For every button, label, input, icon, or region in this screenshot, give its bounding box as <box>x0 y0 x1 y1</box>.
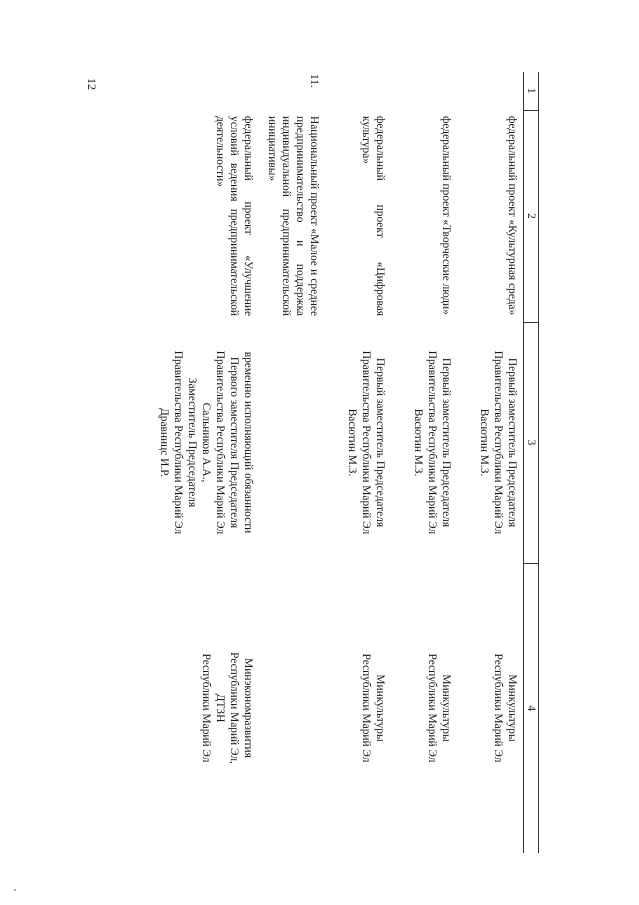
executor <box>259 563 325 853</box>
responsible-line: Первого заместителя Председателя <box>228 356 240 529</box>
executor-line: Республики Марий Эл, <box>228 652 240 764</box>
row-number <box>391 72 457 110</box>
executor <box>157 563 259 853</box>
row-number: 11. <box>308 74 320 88</box>
responsible-person <box>391 322 457 563</box>
projects-table <box>157 72 539 853</box>
responsible-line: Дравницс И.Р. <box>158 408 170 477</box>
responsible-person <box>325 322 391 563</box>
responsible-line: Правительства Республики Марий Эл <box>360 350 372 535</box>
executor-line: Республики Марий Эл <box>426 653 438 763</box>
table-row <box>391 72 457 853</box>
executor-line: Минкультуры <box>374 674 386 742</box>
project-name: федеральный проект «Творческие люди» <box>440 116 452 315</box>
page-number-text: 12 <box>85 78 99 90</box>
executor-line: Республики Марий Эл <box>200 653 212 763</box>
responsible-person <box>457 322 524 563</box>
responsible-line: временно исполняющий обязанности <box>242 351 254 534</box>
document-table-area <box>92 72 539 853</box>
project-name: федеральный проект «Улучшение условий ведения предпринимательской деятельности» <box>214 116 254 316</box>
column-header-1: 1 <box>524 72 539 110</box>
project-name: Национальный проект «Малое и среднее предпринимательство и поддержка индивидуальной предпринимательской инициативы» <box>266 116 320 316</box>
table-row <box>157 72 259 853</box>
executor-line: Минэкономразвития <box>242 658 254 758</box>
executor-line: Республики Марий Эл <box>360 653 372 763</box>
executor <box>325 563 391 853</box>
responsible-line: Первый заместитель Председателя <box>374 357 386 528</box>
table-row <box>457 72 524 853</box>
row-number <box>325 72 391 110</box>
table-row <box>325 72 391 853</box>
responsible-person <box>259 322 325 563</box>
responsible-line: Первый заместитель Председателя <box>506 357 518 528</box>
responsible-line: Васютин М.З. <box>346 408 358 477</box>
rotated-table-container <box>92 72 539 853</box>
responsible-line: Правительства Республики Марий Эл <box>214 350 226 535</box>
responsible-line: Васютин М.З. <box>478 408 490 477</box>
table-header-row <box>524 72 539 853</box>
responsible-line: Сальников А.А., <box>200 402 212 483</box>
row-number <box>157 72 259 110</box>
column-header-2: 2 <box>524 110 539 322</box>
executor-line: ДТЗН <box>214 693 226 723</box>
responsible-line: Правительства Республики Марий Эл <box>426 350 438 535</box>
executor <box>391 563 457 853</box>
column-header-4: 4 <box>524 563 539 853</box>
responsible-line: Первый заместитель Председателя <box>440 357 452 528</box>
responsible-line: Правительства Республики Марий Эл <box>492 350 504 535</box>
scan-speck <box>14 889 16 891</box>
column-header-3: 3 <box>524 322 539 563</box>
table-row <box>259 72 325 853</box>
project-name: федеральный проект «Культурная среда» <box>506 116 518 316</box>
row-number <box>457 72 524 110</box>
executor-line: Минкультуры <box>440 674 452 742</box>
responsible-line: Заместитель Председателя <box>186 377 198 508</box>
project-name: федеральный проект «Цифровая культура» <box>360 116 386 316</box>
executor-line: Минкультуры <box>506 674 518 742</box>
executor <box>457 563 524 853</box>
responsible-person <box>157 322 259 563</box>
responsible-line: Правительства Республики Марий Эл <box>172 350 184 535</box>
responsible-line: Васютин М.З. <box>412 408 424 477</box>
executor-line: Республики Марий Эл <box>492 653 504 763</box>
